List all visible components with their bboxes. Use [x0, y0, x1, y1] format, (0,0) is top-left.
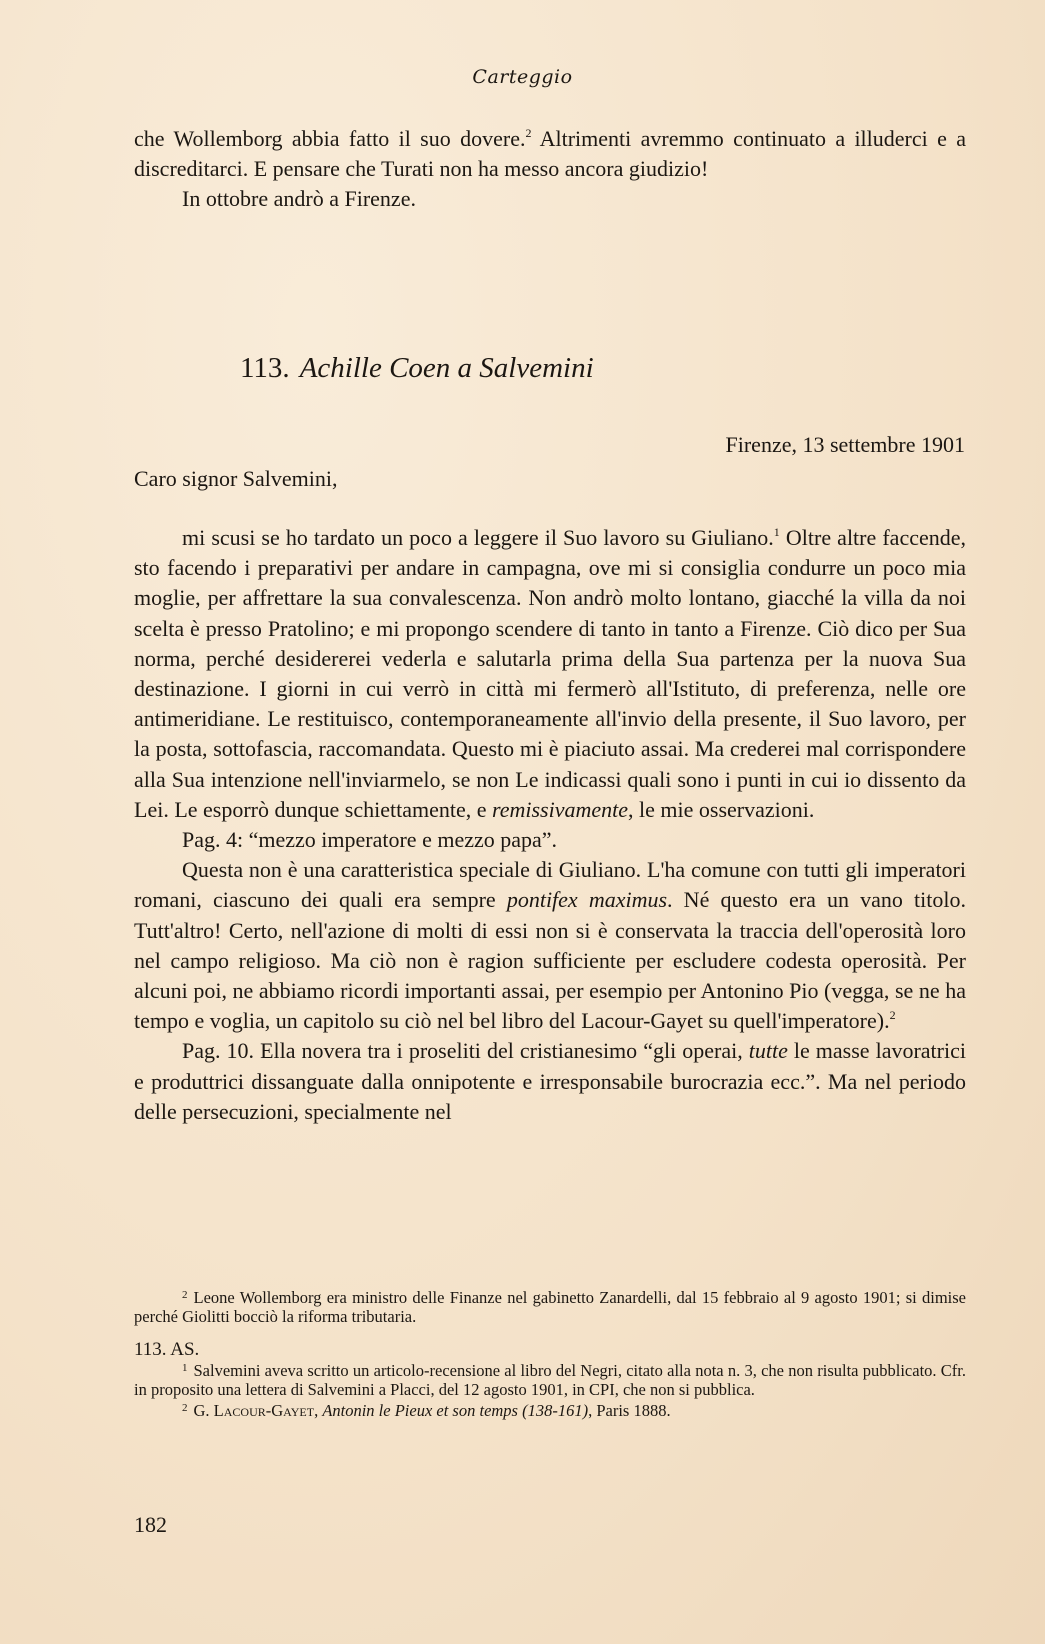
- footnote: $^2$ G. Lacour-Gayet, Antonin le Pieux et son temps (138-161), Paris 1888.: [182, 1401, 671, 1420]
- paragraph: Questa non è una caratteristica speciale di Giuliano. L'ha comune con tutti gli imperatori romani, ciascuno dei quali era sempre pontifex maximus. Né questo era un vano titolo. Tutt'altro! Certo, nell'azione di molti di essi non si è conservata la traccia dell'operosità loro nel campo religioso. Ma ciò non è ragion sufficiente per escludere codesta operosità. Per alcuni poi, ne abbiamo ricordi importanti assai, per esempio per Antonino Pio (vegga, se ne ha tempo e voglia, un capitolo su ciò nel bel libro del Lacour-Gayet su quell'imperatore).$^2$: [134, 857, 966, 1034]
- letter-title: Achille Coen a Salvemini: [299, 352, 594, 384]
- footnote-ref: 2: [889, 1008, 896, 1023]
- paragraph: che Wollemborg abbia fatto il suo dovere.$^2$ Altrimenti avremmo continuato a illuderci e a discreditarci. E pensare che Turati non ha messo ancora giudizio!: [134, 126, 967, 182]
- paragraph: mi scusi se ho tardato un poco a leggere il Suo lavoro su Giuliano.$^1$ Oltre altre faccende, sto facendo i preparativi per andare in campagna, ove mi si consiglia condurre un poco mia moglie, per affrettare la sua convalescenza. Non andrò molto lontano, giacché la villa da noi scelta è presso Pratolino; e mi propongo scendere di tanto in tanto a Firenze. Ciò dico per Sua norma, perché desidererei vederla e salutarla prima della Sua partenza per la nuova Sua destinazione. I giorni in cui verrò in città mi fermerò all'Istituto, di preferenza, nelle ore antimeridiane. Le restituisco, contemporaneamente all'invio della presente, il Suo lavoro, per la posta, sottofascia, raccomandata. Questo mi è piaciuto assai. Ma crederei mal corrispondere alla Sua intenzione nell'inviarmelo, se non Le indicassi quali sono i punti in cui io dissento da Lei. Le esporrò dunque schiettamente, e remissivamente, le mie osservazioni.: [134, 525, 967, 822]
- footnote: $^1$ Salvemini aveva scritto un articolo-recensione al libro del Negri, citato alla nota n. 3, che non risulta pubblicato. Cfr. in proposito una lettera di Salvemini a Placci, del 12 agosto 1901, in CPI, che non si pubblica.: [134, 1361, 966, 1399]
- page-number: 182: [134, 1512, 167, 1537]
- paragraph: Pag. 4: “mezzo imperatore e mezzo papa”.: [182, 827, 558, 853]
- letter-number: 113.: [240, 352, 290, 384]
- footnotes-letter-113: [134, 1340, 966, 1420]
- salutation: Caro signor Salvemini,: [134, 466, 338, 491]
- footnote: $^2$ Leone Wollemborg era ministro delle Finanze nel gabinetto Zanardelli, dal 15 febbraio al 9 agosto 1901; si dimise perché Giolitti bocciò la riforma tributaria.: [134, 1288, 966, 1326]
- footnotes-previous-letter: [134, 1286, 966, 1326]
- letter-body: [134, 523, 966, 1127]
- dateline: Firenze, 13 settembre 1901: [725, 432, 965, 457]
- footnote-ref: 2: [525, 126, 532, 140]
- footnote-ref: 1: [773, 525, 780, 539]
- paragraph: Pag. 10. Ella novera tra i proseliti del cristianesimo “gli operai, tutte le masse lavoratrici e produttrici dissanguate dalla onnipotente e irresponsabile burocrazia ecc.”. Ma nel periodo delle persecuzioni, specialmente nel: [134, 1038, 966, 1124]
- paragraph: In ottobre andrò a Firenze.: [182, 186, 416, 212]
- previous-letter-ending: [134, 124, 966, 215]
- letter-heading: [240, 352, 594, 385]
- running-head: Carteggio: [472, 66, 573, 88]
- footnote-source-label: 113. AS.: [134, 1339, 200, 1360]
